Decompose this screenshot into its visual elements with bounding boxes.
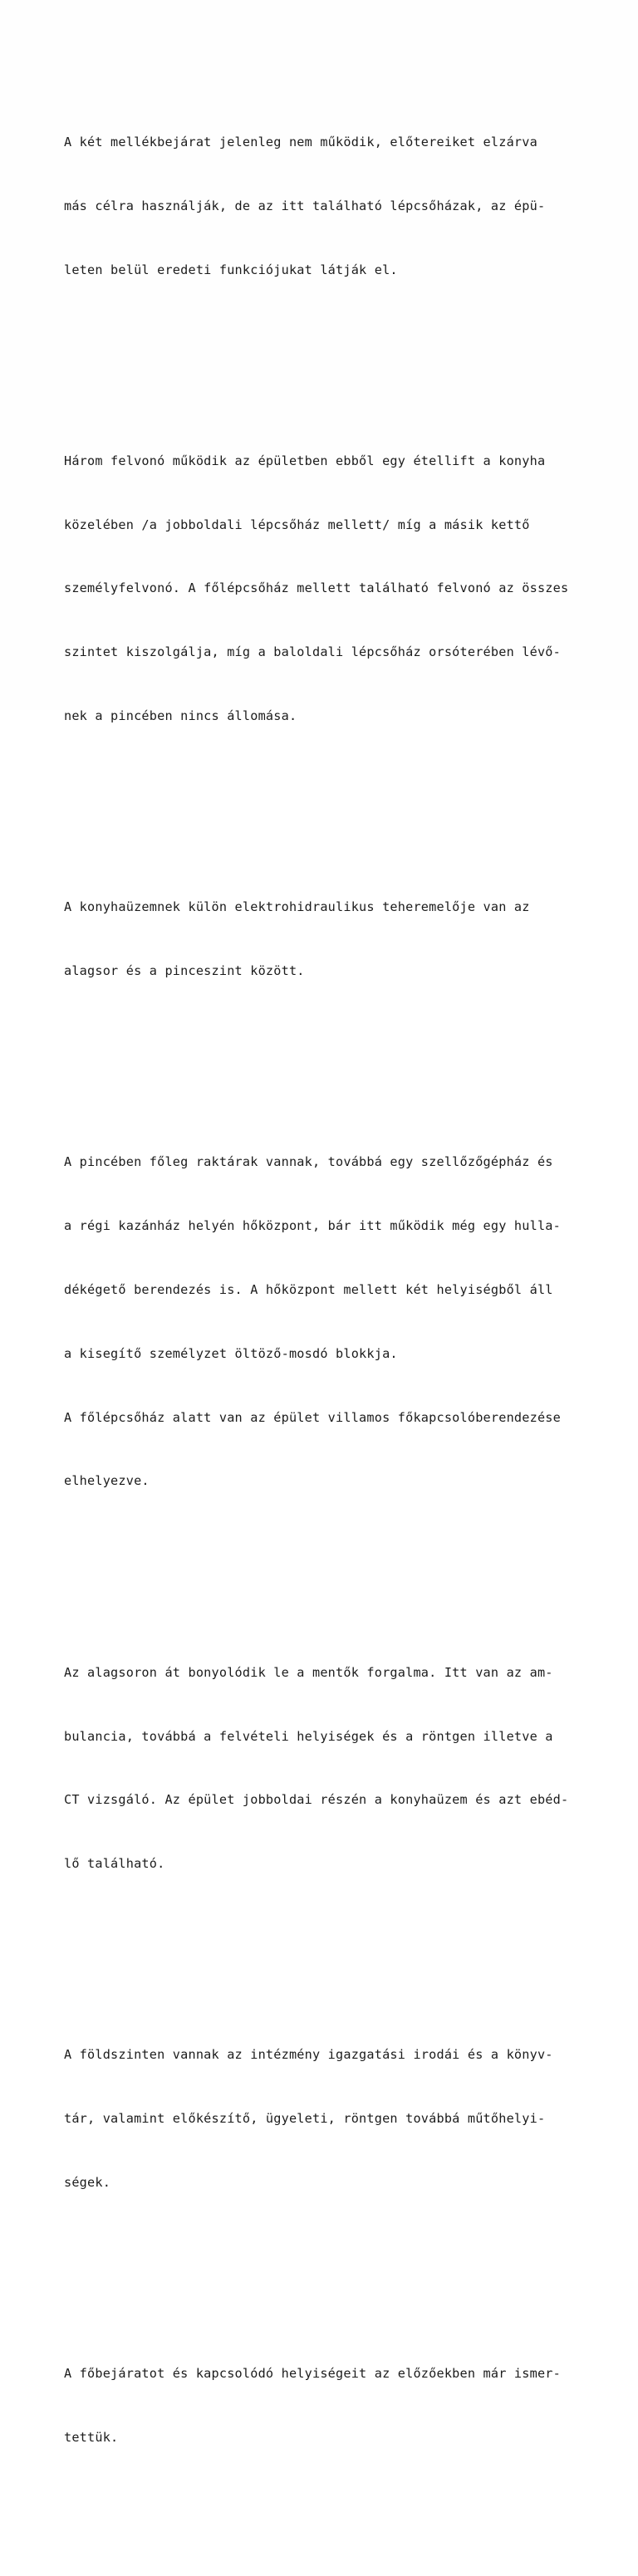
- text-line: Az alagsoron át bonyolódik le a mentők forgalma. Itt van az am-: [64, 1664, 553, 1680]
- paragraph-elevators: [64, 409, 629, 770]
- text-line: leten belül eredeti funkciójukat látják el.: [64, 262, 398, 277]
- text-line: a régi kazánház helyén hőközpont, bár itt működik még egy hulla-: [64, 1218, 561, 1234]
- text-line: Három felvonó működik az épületben ebből egy étellift a konyha: [64, 453, 546, 468]
- text-line: A főlépcsőház alatt van az épület villamos főkapcsolóberendezése: [64, 1409, 561, 1425]
- text-line: A konyhaüzemnek külön elektrohidraulikus teheremelője van az: [64, 899, 530, 915]
- text-line: A földszinten vannak az intézmény igazgatási irodái és a könyv-: [64, 2047, 553, 2063]
- text-line: szintet kiszolgálja, míg a baloldali lépcsőház orsóterében lévő-: [64, 644, 561, 660]
- text-line: nek a pincében nincs állomása.: [64, 708, 297, 723]
- paragraph-kitchen-lift: [64, 855, 629, 1025]
- text-line: dékégető berendezés is. A hőközpont mellett két helyiségből áll: [64, 1282, 553, 1298]
- text-line: a kisegítő személyzet öltöző-mosdó blokkja.: [64, 1345, 398, 1361]
- text-line: közelében /a jobboldali lépcsőház mellett/ míg a másik kettő: [64, 517, 530, 532]
- paragraph-ground-floor: [64, 2002, 629, 2236]
- text-line: A két mellékbejárat jelenleg nem működik, előtereiket elzárva: [64, 134, 537, 149]
- text-line: más célra használják, de az itt található lépcsőházak, az épü-: [64, 198, 546, 213]
- text-line: CT vizsgáló. Az épület jobboldai részén a konyhaüzem és azt ebéd-: [64, 1792, 569, 1808]
- document-body: [64, 26, 629, 2576]
- text-line: A pincében főleg raktárak vannak, továbbá egy szellőzőgépház és: [64, 1154, 553, 1170]
- text-line: bulancia, továbbá a felvételi helyiségek és a röntgen illetve a: [64, 1728, 553, 1744]
- text-line: ségek.: [64, 2174, 111, 2190]
- paragraph-basement: [64, 1109, 629, 1535]
- text-line: A főbejáratot és kapcsolódó helyiségeit az előzőekben már ismer-: [64, 2366, 561, 2382]
- paragraph-lower-ground: [64, 1620, 629, 1917]
- text-line: alagsor és a pinceszint között.: [64, 963, 305, 979]
- text-line: elhelyezve.: [64, 1473, 150, 1489]
- text-line: személyfelvonó. A főlépcsőház mellett található felvonó az összes: [64, 580, 569, 596]
- paragraph-side-entrances: [64, 90, 629, 324]
- text-line: tettük.: [64, 2430, 119, 2446]
- text-line: lő található.: [64, 1856, 165, 1872]
- text-line: tár, valamint előkészítő, ügyeleti, röntgen továbbá műtőhelyi-: [64, 2111, 546, 2127]
- paragraph-main-entrance: [64, 2321, 629, 2491]
